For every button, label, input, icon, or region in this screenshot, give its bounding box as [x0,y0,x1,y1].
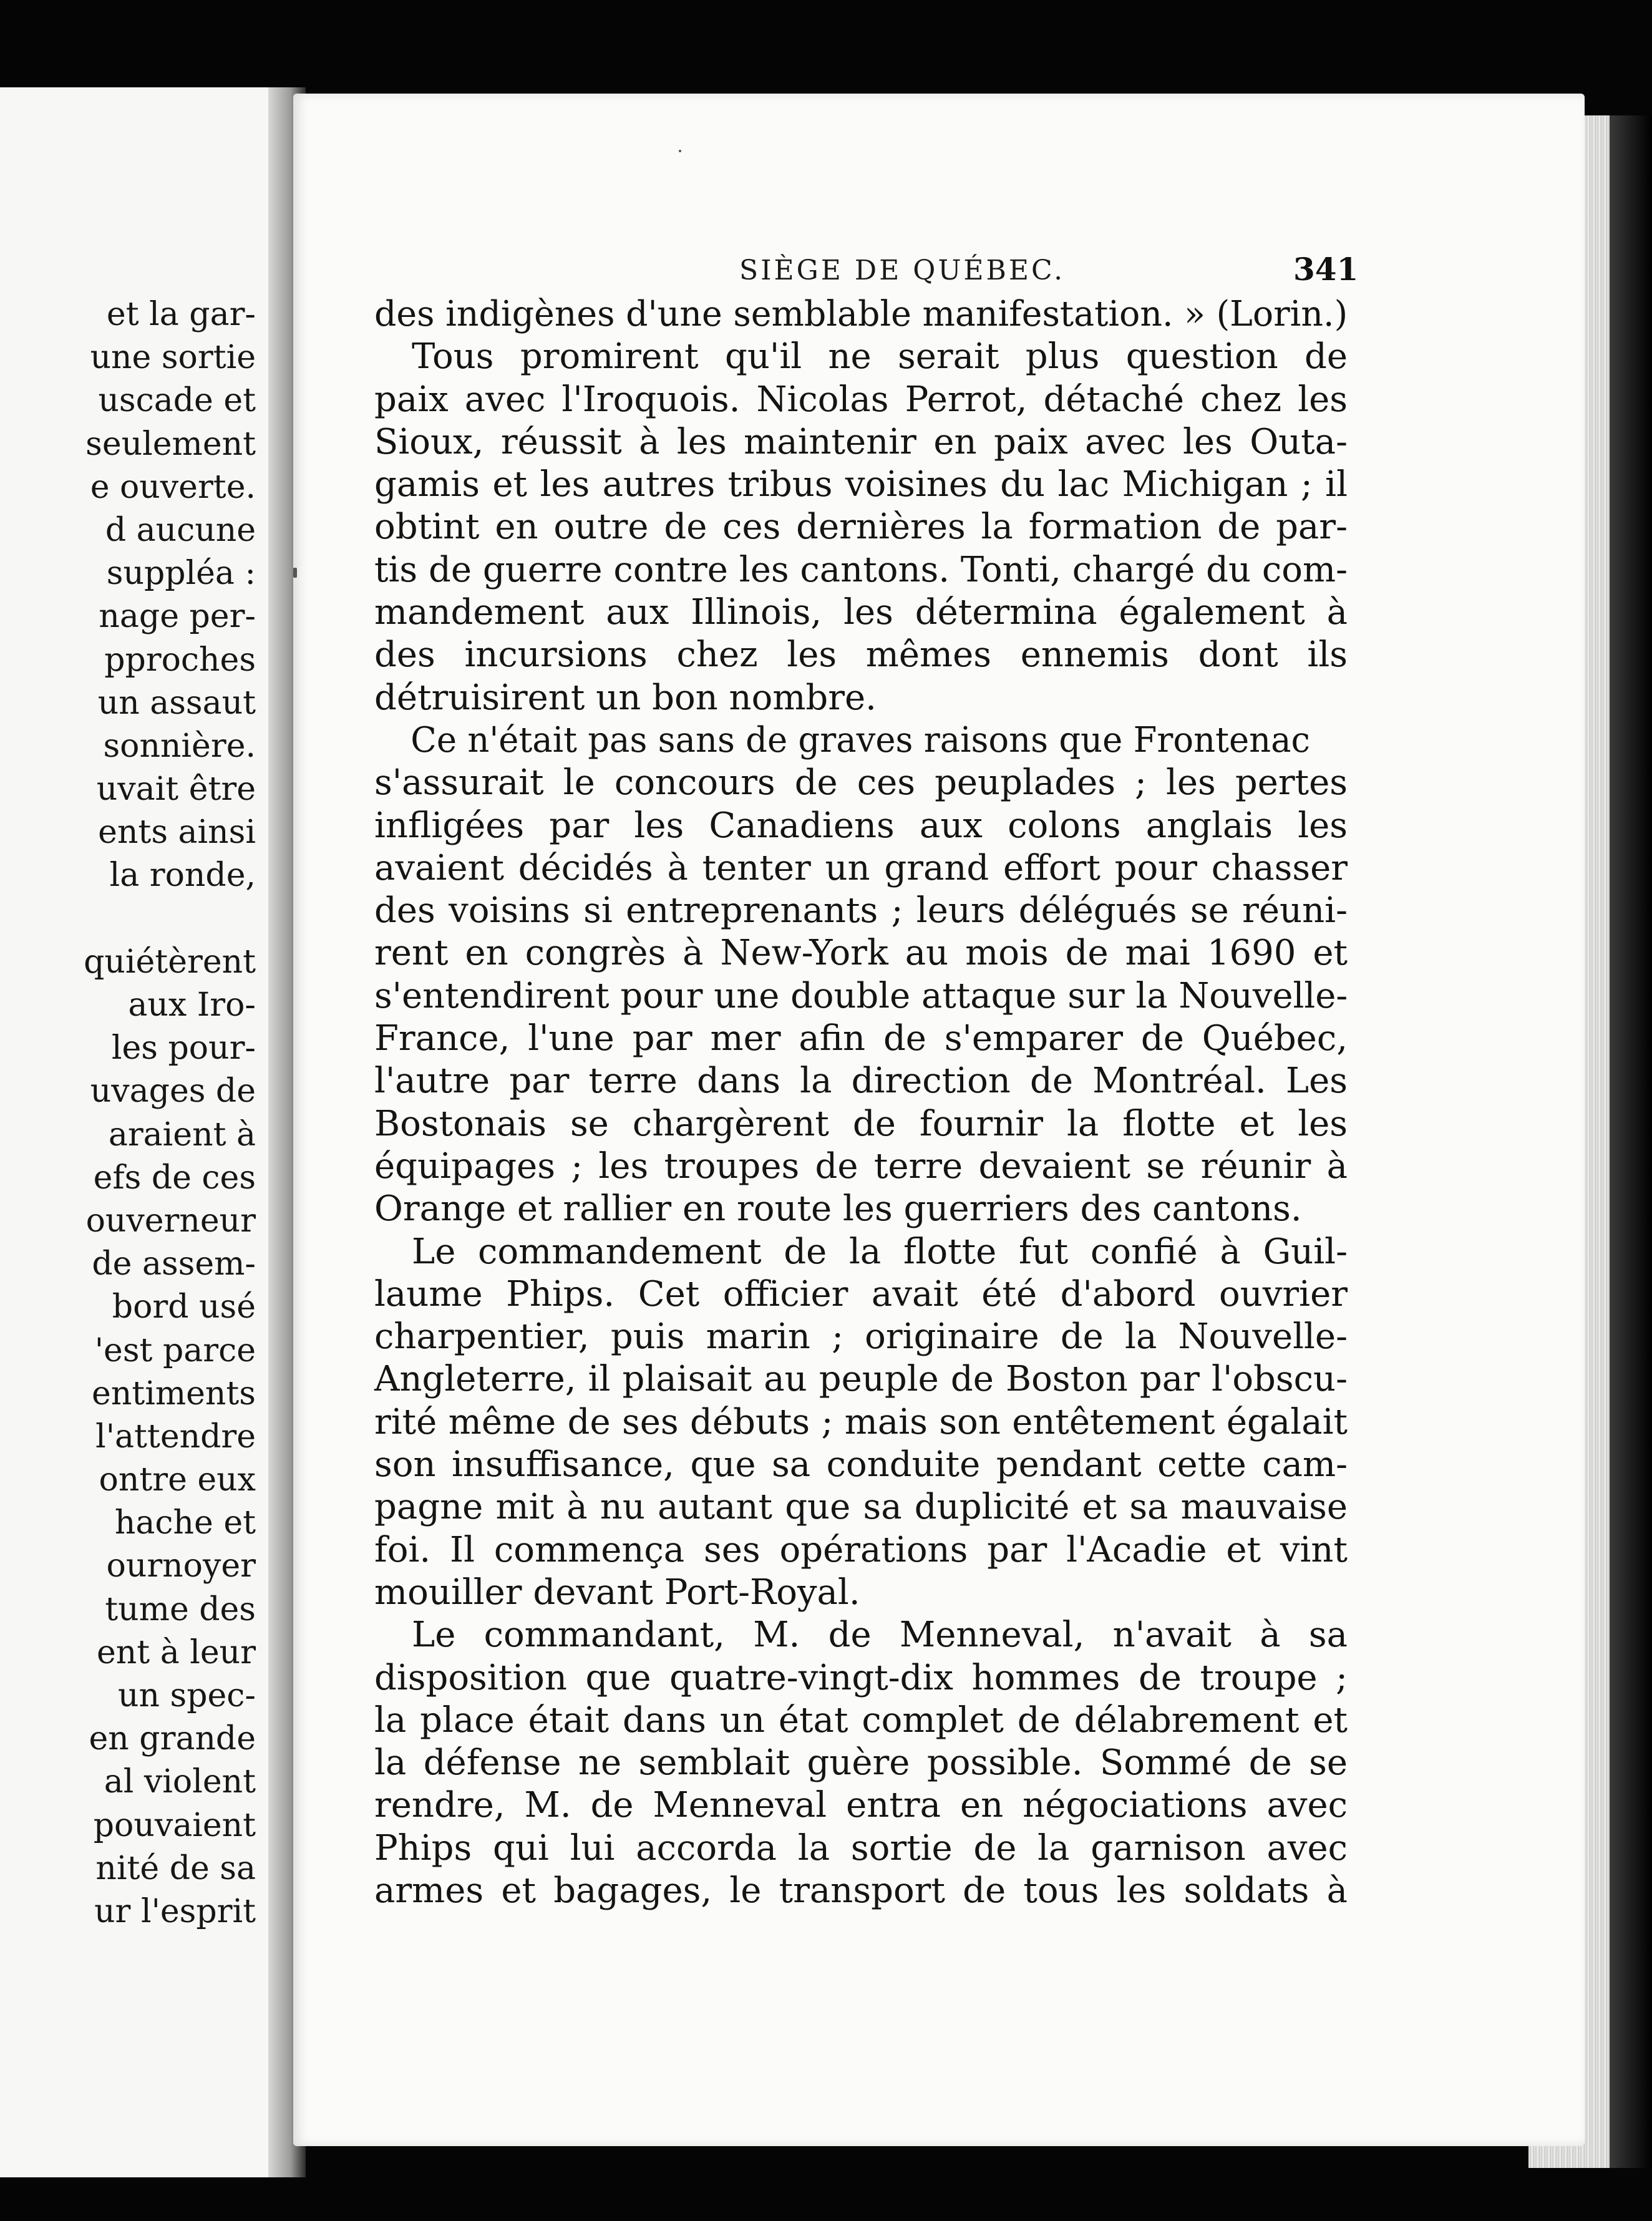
body-line: laume Phips. Cet officier avait été d'abord ouvrier [374,1273,1348,1315]
body-line: s'assurait le concours de ces peuplades ; les pertes [374,762,1348,804]
body-line: foi. Il commença ses opérations par l'Acadie et vint [374,1529,1348,1570]
left-page-line: aux Iro- [128,986,256,1024]
left-page-line: ontre eux [99,1461,256,1499]
body-line: détruisirent un bon nombre. [374,677,877,718]
body-line: des voisins si entreprenants ; leurs délégués se réuni- [374,890,1348,931]
body-line: rité même de ses débuts ; mais son entêtement égalait [374,1401,1348,1442]
left-facing-page [0,87,275,2177]
body-line: France, l'une par mer afin de s'emparer de Québec, [374,1018,1348,1059]
body-line: rendre, M. de Menneval entra en négociations avec [374,1785,1348,1826]
left-page-line: ents ainsi [98,814,256,852]
left-page-line: la ronde, [109,857,256,895]
body-line: pagne mit à nu autant que sa duplicité et sa mauvaise [374,1487,1348,1528]
body-line: gamis et les autres tribus voisines du lac Michigan ; il [374,464,1348,505]
page-number: 341 [1293,251,1359,288]
left-page-line [0,898,256,941]
edge-shadow [1610,115,1652,2168]
left-page-line: nité de sa [95,1849,256,1887]
body-line: Le commandement de la flotte fut confié à Guil- [412,1231,1348,1272]
body-line: mouiller devant Port-Royal. [374,1572,860,1613]
body-line: paix avec l'Iroquois. Nicolas Perrot, détaché chez les [374,379,1348,420]
left-page-line: de assem- [92,1245,256,1283]
left-page-line: l'attendre [95,1417,256,1456]
left-page-line: 'est parce [94,1331,256,1369]
body-line: infligées par les Canadiens aux colons anglais les [374,805,1348,846]
left-page-line: nage per- [99,598,256,636]
body-line: la place était dans un état complet de délabrement et [374,1699,1348,1741]
body-line: obtint en outre de ces dernières la formation de par- [374,507,1348,548]
left-page-line: un assaut [97,684,256,722]
left-page-line: araient à [108,1115,256,1154]
body-line: Orange et rallier en route les guerriers des cantons. [374,1188,1302,1230]
running-title: SIÈGE DE QUÉBEC. [739,255,1066,286]
body-line: l'autre par terre dans la direction de Montréal. Les [374,1061,1348,1102]
body-line: avaient décidés à tenter un grand effort pour chasser [374,847,1348,888]
left-page-line: tume des [105,1590,256,1628]
body-line: disposition que quatre-vingt-dix hommes de troupe ; [374,1657,1348,1698]
body-line: rent en congrès à New-York au mois de mai 1690 et [374,933,1348,974]
left-page-line: entiments [92,1374,256,1412]
body-line: des incursions chez les mêmes ennemis dont ils [374,634,1348,676]
left-page-line: uscade et [98,382,256,420]
left-page-line: hache et [114,1504,256,1542]
left-page-line: ouverneur [85,1202,256,1240]
left-page-line: e ouverte. [90,468,256,506]
left-page-line: sonnière. [103,727,256,765]
left-page-line: suppléa : [106,555,256,593]
body-line: armes et bagages, le transport de tous les soldats à [374,1870,1348,1911]
left-page-line: ur l'esprit [94,1892,256,1930]
body-line: des indigènes d'une semblable manifestation. » (Lorin.) [374,294,1348,334]
left-page-line: les pour- [111,1029,256,1067]
body-line: Bostonais se chargèrent de fournir la flotte et les [374,1103,1348,1144]
body-line: Angleterre, il plaisait au peuple de Boston par l'obscu- [374,1359,1348,1400]
scan-speck [293,568,297,578]
body-line: équipages ; les troupes de terre devaient se réunir à [374,1145,1348,1187]
page-body-text [374,293,1348,1912]
left-page-text [0,293,256,1933]
body-line: son insuffisance, que sa conduite pendant cette cam- [374,1444,1348,1485]
left-page-line: uvait être [96,770,256,809]
left-page-line: quiétèrent [84,943,256,981]
left-page-line: uvages de [90,1072,256,1110]
body-line: Sioux, réussit à les maintenir en paix avec les Outa- [374,421,1348,462]
left-page-line: ournoyer [106,1547,256,1585]
left-page-line: seulement [85,425,256,463]
body-line: la défense ne semblait guère possible. Sommé de se [374,1742,1348,1784]
left-page-line: en grande [89,1720,256,1758]
body-line: Phips qui lui accorda la sortie de la garnison avec [374,1827,1348,1869]
body-line: tis de guerre contre les cantons. Tonti, chargé du com- [374,549,1348,590]
left-page-line: d aucune [105,511,256,549]
left-page-line: et la gar- [106,296,256,333]
body-line: charpentier, puis marin ; originaire de la Nouvelle- [374,1316,1348,1358]
scan-speck [679,150,681,152]
left-page-line: al violent [104,1763,256,1801]
left-page-line: ent à leur [97,1633,256,1671]
left-page-line: pproches [104,641,256,679]
body-line: Le commandant, M. de Menneval, n'avait à sa [412,1615,1348,1656]
body-line: mandement aux Illinois, les détermina également à [374,592,1348,633]
left-page-line: bord usé [112,1288,256,1326]
left-page-line: efs de ces [93,1159,256,1197]
left-page-line: une sortie [90,339,256,377]
left-page-line: un spec- [118,1677,256,1714]
body-line: s'entendirent pour une double attaque sur la Nouvelle- [374,975,1348,1016]
body-line: Ce n'était pas sans de graves raisons que Frontenac [411,719,1311,761]
body-line: Tous promirent qu'il ne serait plus question de [412,336,1348,377]
left-page-line: pouvaient [93,1806,256,1844]
